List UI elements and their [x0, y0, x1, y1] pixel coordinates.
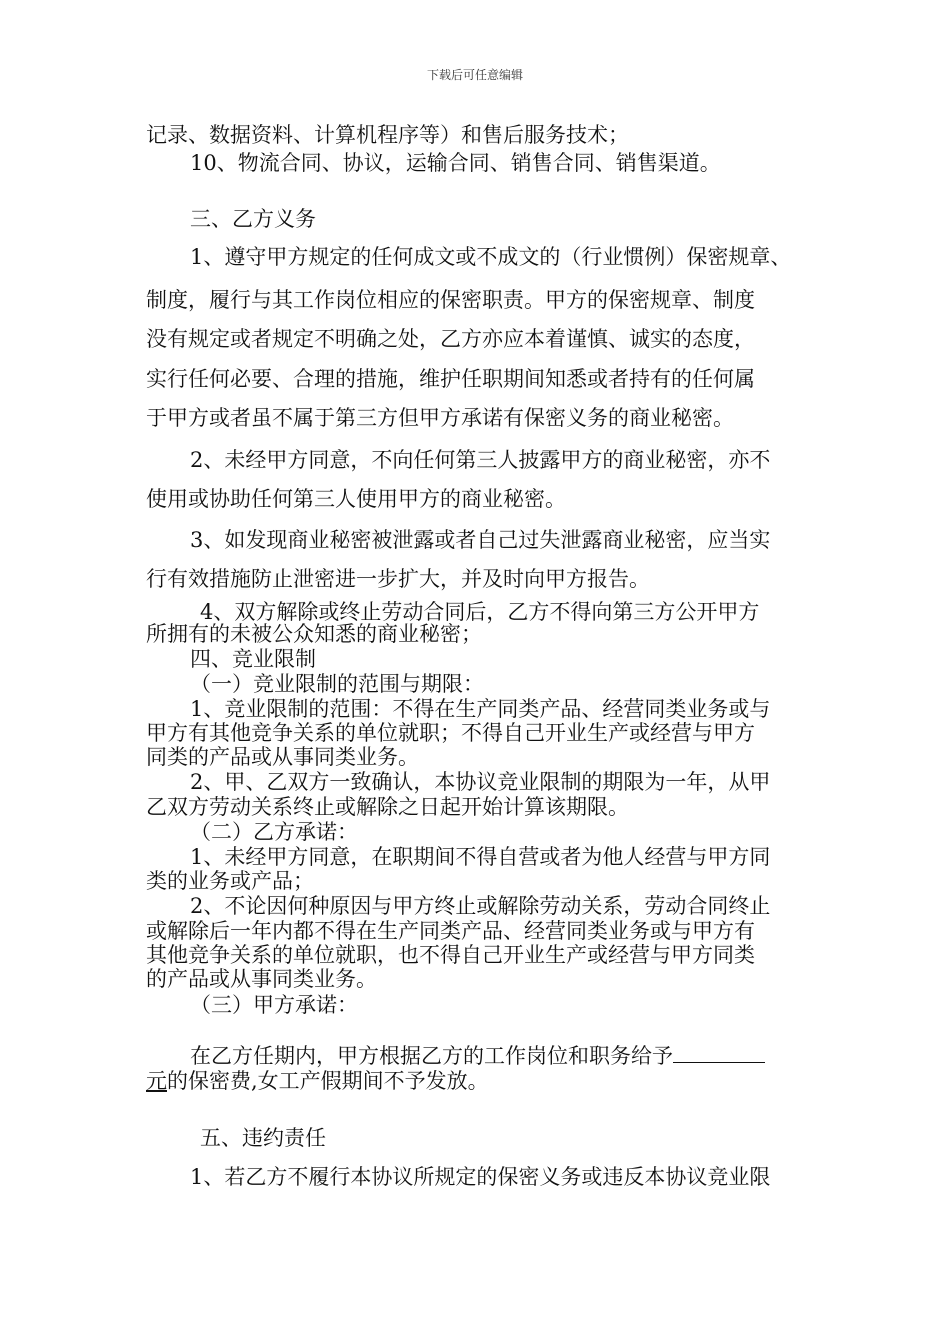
- text-line: [146, 1071, 489, 1092]
- text-line: 类的业务或产品；: [146, 869, 314, 893]
- section-heading: 三、乙方义务: [190, 207, 316, 231]
- text-line: 3、如发现商业秘密被泄露或者自己过失泄露商业秘密，应当实: [190, 528, 771, 552]
- section-heading: 五、违约责任: [200, 1126, 326, 1150]
- text-line-content: 在乙方任期内，甲方根据乙方的工作岗位和职务给予: [190, 1044, 673, 1068]
- subsection-heading: （一）竞业限制的范围与期限：: [190, 672, 484, 696]
- text-line: 或解除后一年内都不得在生产同类产品、经营同类业务或与甲方有: [146, 919, 755, 943]
- text-line: 4、双方解除或终止劳动合同后，乙方不得向第三方公开甲方: [200, 600, 760, 624]
- text-line: 2、不论因何种原因与甲方终止或解除劳动关系，劳动合同终止: [190, 894, 771, 918]
- text-line: 所拥有的未被公众知悉的商业秘密；: [146, 622, 482, 646]
- text-line: 1、遵守甲方规定的任何成文或不成文的（行业惯例）保密规章、: [190, 245, 792, 269]
- section-heading: 四、竞业限制: [190, 647, 316, 671]
- page-header: 下载后可任意编辑: [426, 68, 523, 82]
- text-line: 其他竞争关系的单位就职，也不得自己开业生产或经营与甲方同类: [146, 943, 755, 967]
- text-line: 同类的产品或从事同类业务。: [146, 745, 419, 769]
- text-line: 1、竞业限制的范围：不得在生产同类产品、经营同类业务或与: [190, 697, 771, 721]
- text-line: [190, 1044, 765, 1067]
- text-line: 2、甲、乙双方一致确认，本协议竞业限制的期限为一年，从甲: [190, 770, 771, 794]
- text-line: 的产品或从事同类业务。: [146, 967, 377, 991]
- text-line: 乙双方劳动关系终止或解除之日起开始计算该期限。: [146, 795, 629, 819]
- text-line: 记录、数据资料、计算机程序等）和售后服务技术；: [146, 123, 629, 147]
- text-line-content: 的保密费,女工产假期间不予发放。: [167, 1069, 489, 1093]
- text-line: 10、物流合同、协议，运输合同、销售合同、销售渠道。: [190, 151, 721, 175]
- text-line: 没有规定或者规定不明确之处，乙方亦应本着谨慎、诚实的态度，: [146, 327, 755, 351]
- text-line: 使用或协助任何第三人使用甲方的商业秘密。: [146, 487, 566, 511]
- yuan-label: 元: [146, 1069, 167, 1093]
- text-line: 1、未经甲方同意，在职期间不得自营或者为他人经营与甲方同: [190, 845, 771, 869]
- text-line: 2、未经甲方同意，不向任何第三人披露甲方的商业秘密，亦不: [190, 448, 771, 472]
- amount-blank: [673, 1044, 765, 1063]
- subsection-heading: （三）甲方承诺：: [190, 993, 358, 1017]
- subsection-heading: （二）乙方承诺：: [190, 820, 358, 844]
- text-line: 行有效措施防止泄密进一步扩大，并及时向甲方报告。: [146, 567, 650, 591]
- text-line: 实行任何必要、合理的措施，维护任职期间知悉或者持有的任何属: [146, 367, 755, 391]
- text-line: 1、若乙方不履行本协议所规定的保密义务或违反本协议竞业限: [190, 1165, 771, 1189]
- text-line: 甲方有其他竞争关系的单位就职；不得自己开业生产或经营与甲方: [146, 721, 755, 745]
- text-line: 制度，履行与其工作岗位相应的保密职责。甲方的保密规章、制度: [146, 288, 755, 312]
- text-line: 于甲方或者虽不属于第三方但甲方承诺有保密义务的商业秘密。: [146, 406, 734, 430]
